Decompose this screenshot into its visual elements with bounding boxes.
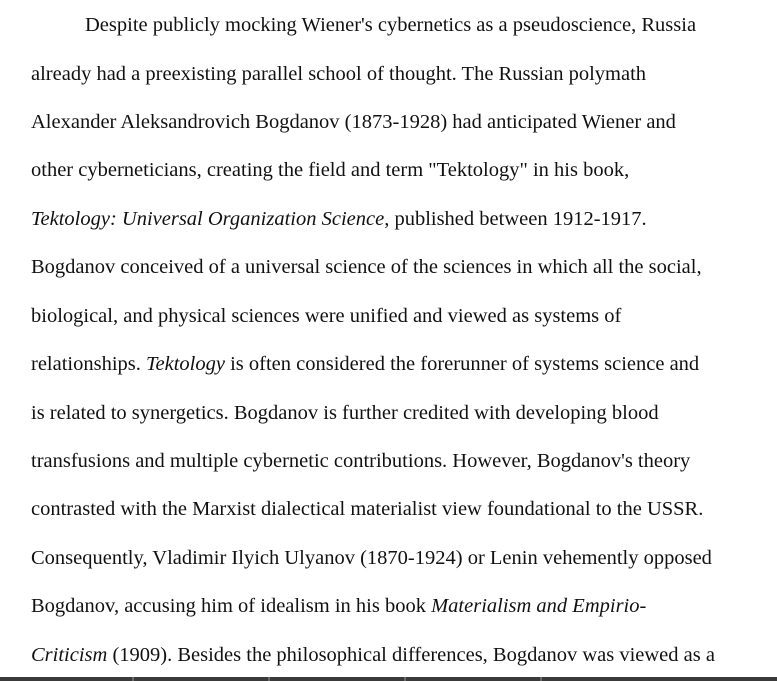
paragraph-line (31, 255, 702, 279)
paragraph-line (31, 158, 629, 182)
book-title-italic: Criticism (31, 644, 108, 666)
paragraph-line (31, 643, 715, 667)
paragraph-line (31, 401, 659, 425)
paragraph-line (31, 207, 647, 231)
line-text: , published between 1912-1917. (384, 208, 647, 230)
paragraph-line (31, 304, 621, 328)
bar-divider (132, 677, 134, 681)
line-text: Alexander Aleksandrovich Bogdanov (1873-1928) had anticipated Wiener and (31, 111, 676, 133)
bar-divider (268, 677, 270, 681)
paragraph-line (31, 62, 646, 86)
book-title-italic: Tektology: Universal Organization Science (31, 208, 385, 230)
book-title-italic: Materialism and Empirio- (431, 595, 647, 617)
line-text: biological, and physical sciences were unified and viewed as systems of (31, 305, 622, 327)
paragraph-line (31, 594, 646, 618)
book-title-italic: Tektology (146, 353, 225, 375)
line-text: (1909). Besides the philosophical differences, Bogdanov was viewed as a (107, 644, 715, 666)
line-text: Bogdanov conceived of a universal science of the sciences in which all the social, (31, 256, 702, 278)
paragraph-line (31, 352, 699, 376)
line-text: contrasted with the Marxist dialectical materialist view foundational to the USSR. (31, 498, 704, 520)
line-text: is often considered the forerunner of systems science and (224, 353, 700, 375)
line-text: Bogdanov, accusing him of idealism in his book (31, 595, 432, 617)
line-text: Despite publicly mocking Wiener's cybernetics as a pseudoscience, Russia (85, 14, 697, 36)
paragraph-line (85, 13, 696, 37)
line-text: is related to synergetics. Bogdanov is further credited with developing blood (31, 402, 659, 424)
line-text: Consequently, Vladimir Ilyich Ulyanov (1870-1924) or Lenin vehemently opposed (31, 547, 712, 569)
line-text: other cyberneticians, creating the field and term "Tektology" in his book, (31, 159, 630, 181)
line-text: already had a preexisting parallel school of thought. The Russian polymath (31, 63, 647, 85)
paragraph-line (31, 497, 703, 521)
bar-divider (404, 677, 406, 681)
paragraph-line (31, 110, 676, 134)
paragraph-line (31, 546, 712, 570)
bar-divider (540, 677, 542, 681)
line-text: relationships. (31, 353, 147, 375)
paragraph-line (31, 449, 690, 473)
bottom-edge-bar (0, 677, 777, 681)
line-text: transfusions and multiple cybernetic contributions. However, Bogdanov's theory (31, 450, 691, 472)
